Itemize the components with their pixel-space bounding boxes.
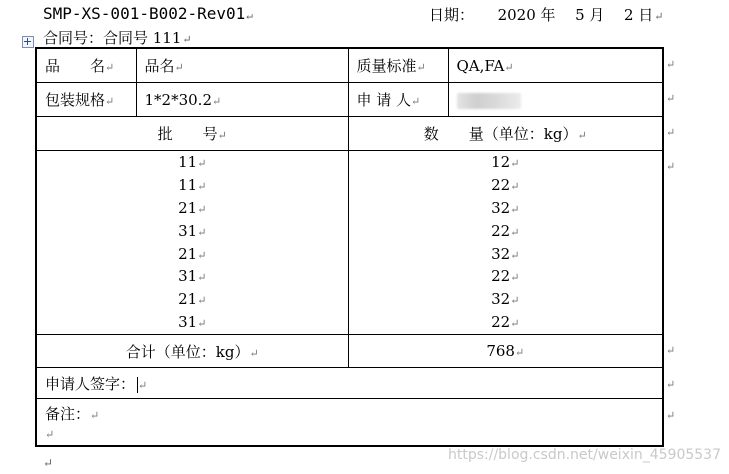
date-day: 2 日 bbox=[623, 6, 654, 24]
row-end-mark: ↵ bbox=[666, 378, 676, 391]
signature-field[interactable]: 申请人签字： ↵ bbox=[36, 368, 663, 399]
table-row bbox=[36, 48, 663, 83]
application-form-table bbox=[35, 47, 664, 447]
list-item: 32↵ bbox=[491, 290, 520, 309]
list-item: 11↵ bbox=[178, 153, 207, 172]
product-name-value[interactable]: 品名↵ bbox=[136, 48, 348, 83]
quality-standard-label: 质量标准↵ bbox=[348, 48, 448, 83]
row-end-mark: ↵ bbox=[666, 409, 676, 422]
list-item: 22↵ bbox=[491, 176, 520, 195]
batch-number-header: 批 号↵ bbox=[36, 117, 348, 151]
table-row bbox=[36, 368, 663, 399]
table-row bbox=[36, 151, 663, 335]
date-year: 2020 年 bbox=[497, 6, 556, 24]
list-item: 31↵ bbox=[178, 312, 207, 331]
batch-number-list[interactable] bbox=[36, 151, 348, 335]
list-item: 32↵ bbox=[491, 244, 520, 263]
contract-number: 合同号：合同号 111↵ bbox=[43, 29, 192, 47]
list-item: 21↵ bbox=[178, 244, 207, 263]
list-item: 21↵ bbox=[178, 198, 207, 217]
date-month: 5 月 bbox=[575, 6, 605, 24]
quantity-list[interactable] bbox=[348, 151, 663, 335]
row-end-mark: ↵ bbox=[666, 126, 676, 139]
quality-standard-value[interactable]: QA,FA↵ bbox=[448, 48, 663, 83]
quantity-header: 数 量（单位：kg）↵ bbox=[348, 117, 663, 151]
applicant-label: 申 请 人↵ bbox=[348, 83, 448, 117]
table-row bbox=[36, 83, 663, 117]
list-item: 12↵ bbox=[491, 153, 520, 172]
date-label: 日期： bbox=[429, 6, 475, 24]
list-item: 11↵ bbox=[178, 176, 207, 195]
total-value[interactable]: 768↵ bbox=[348, 335, 663, 368]
document-code: SMP-XS-001-B002-Rev01↵ bbox=[43, 4, 253, 23]
applicant-value[interactable] bbox=[448, 83, 663, 117]
list-item: 22↵ bbox=[491, 221, 520, 240]
remarks-field[interactable]: 备注：↵ ↵ bbox=[36, 399, 663, 447]
product-name-label: 品 名↵ bbox=[36, 48, 136, 83]
row-end-mark: ↵ bbox=[666, 92, 676, 105]
table-row bbox=[36, 117, 663, 151]
list-item: 22↵ bbox=[491, 267, 520, 286]
list-item: 21↵ bbox=[178, 290, 207, 309]
blurred-applicant-name bbox=[457, 93, 521, 109]
package-spec-label: 包装规格↵ bbox=[36, 83, 136, 117]
row-end-mark: ↵ bbox=[666, 344, 676, 357]
list-item: 32↵ bbox=[491, 198, 520, 217]
row-end-mark: ↵ bbox=[666, 58, 676, 71]
list-item: 22↵ bbox=[491, 312, 520, 331]
package-spec-value[interactable]: 1*2*30.2↵ bbox=[136, 83, 348, 117]
list-item: 31↵ bbox=[178, 267, 207, 286]
list-item: 31↵ bbox=[178, 221, 207, 240]
watermark: https://blog.csdn.net/weixin_45905537 bbox=[447, 447, 721, 463]
paragraph-mark-icon: ↵ bbox=[43, 456, 54, 470]
row-end-mark: ↵ bbox=[666, 160, 676, 173]
table-row bbox=[36, 335, 663, 368]
table-row bbox=[36, 399, 663, 447]
table-move-handle-icon[interactable] bbox=[22, 36, 34, 48]
total-label: 合计（单位：kg）↵ bbox=[36, 335, 348, 368]
date-line: 日期： 2020 年 5 月 2 日↵ bbox=[429, 6, 664, 24]
